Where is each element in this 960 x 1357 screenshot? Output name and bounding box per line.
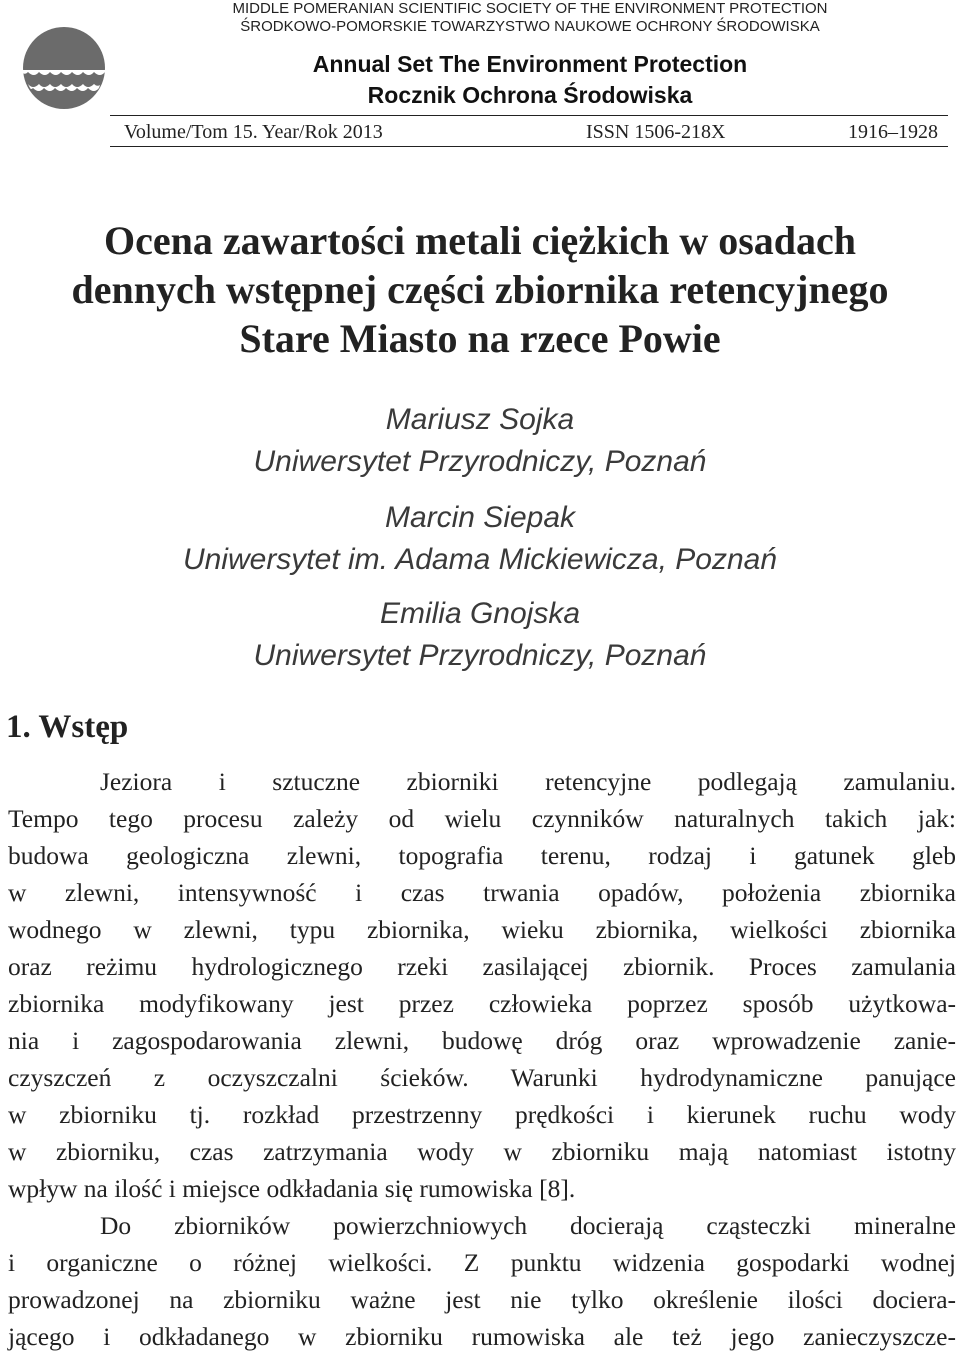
body-line: czyszczeń z oczyszczalni ścieków. Warunki hydrodynamiczne panujące (8, 1063, 956, 1092)
body-line: oraz reżimu hydrologicznego rzeki zasilającej zbiornik. Proces zamulania (8, 952, 956, 981)
body-line: w zbiorniku tj. rozkład przestrzenny prędkości i kierunek ruchu wody (8, 1100, 956, 1129)
issn: ISSN 1506-218X (586, 121, 726, 143)
body-line: w zlewni, intensywność i czas trwania opadów, położenia zbiornika (8, 878, 956, 907)
body-line: wodnego w zlewni, typu zbiornika, wieku zbiornika, wielkości zbiornika (8, 915, 956, 944)
author-affiliation: Uniwersytet Przyrodniczy, Poznań (253, 445, 707, 478)
page-range: 1916–1928 (848, 121, 938, 143)
header-rule-top (110, 115, 948, 116)
body-line: zbiornika modyfikowany jest przez człowieka poprzez sposób użytkowa- (8, 989, 956, 1018)
journal-title-pl: Rocznik Ochrona Środowiska (367, 82, 693, 108)
body-line: Do zbiorników powierzchniowych docierają cząsteczki mineralne (100, 1211, 956, 1240)
title-line: dennych wstępnej części zbiornika retencyjnego (71, 267, 889, 312)
society-name-pl: ŚRODKOWO-POMORSKIE TOWARZYSTWO NAUKOWE OCHRONY ŚRODOWISKA (240, 18, 820, 35)
header-rule-bottom (110, 146, 948, 147)
author-affiliation: Uniwersytet im. Adama Mickiewicza, Poznań (182, 543, 778, 576)
society-name-en: MIDDLE POMERANIAN SCIENTIFIC SOCIETY OF THE ENVIRONMENT PROTECTION (232, 0, 828, 17)
volume-year: Volume/Tom 15. Year/Rok 2013 (124, 121, 383, 143)
body-line: Jeziora i sztuczne zbiorniki retencyjne podlegają zamulaniu. (100, 767, 956, 796)
body-line: budowa geologiczna zlewni, topografia terenu, rodzaj i gatunek gleb (8, 841, 956, 870)
body-text (8, 763, 956, 1355)
article-title (20, 216, 940, 363)
title-line: Ocena zawartości metali ciężkich w osadach (103, 218, 857, 263)
body-line: prowadzonej na zbiorniku ważne jest nie tylko określenie ilości dociera- (8, 1285, 956, 1314)
body-line: nia i zagospodarowania zlewni, budowę dróg oraz wprowadzenie zanie- (8, 1026, 956, 1055)
body-line: Tempo tego procesu zależy od wielu czynników naturalnych takich jak: (8, 804, 956, 833)
author-name: Emilia Gnojska (379, 597, 581, 630)
author-name: Mariusz Sojka (385, 403, 575, 436)
society-logo-icon (22, 26, 106, 110)
title-line: Stare Miasto na rzece Powie (239, 316, 721, 361)
journal-title-en: Annual Set The Environment Protection (312, 51, 748, 77)
section-heading: 1. Wstęp (6, 709, 129, 745)
body-line: wpływ na ilość i miejsce odkładania się rumowiska [8]. (8, 1174, 576, 1203)
body-line: i organiczne o różnej wielkości. Z punktu widzenia gospodarki wodnej (8, 1248, 956, 1277)
body-line: jącego i odkładanego w zbiorniku rumowiska ale też jego zanieczyszcze- (8, 1322, 956, 1351)
body-line: w zbiorniku, czas zatrzymania wody w zbiorniku mają natomiast istotny (8, 1137, 956, 1166)
author-affiliation: Uniwersytet Przyrodniczy, Poznań (253, 639, 707, 672)
author-name: Marcin Siepak (384, 501, 576, 534)
